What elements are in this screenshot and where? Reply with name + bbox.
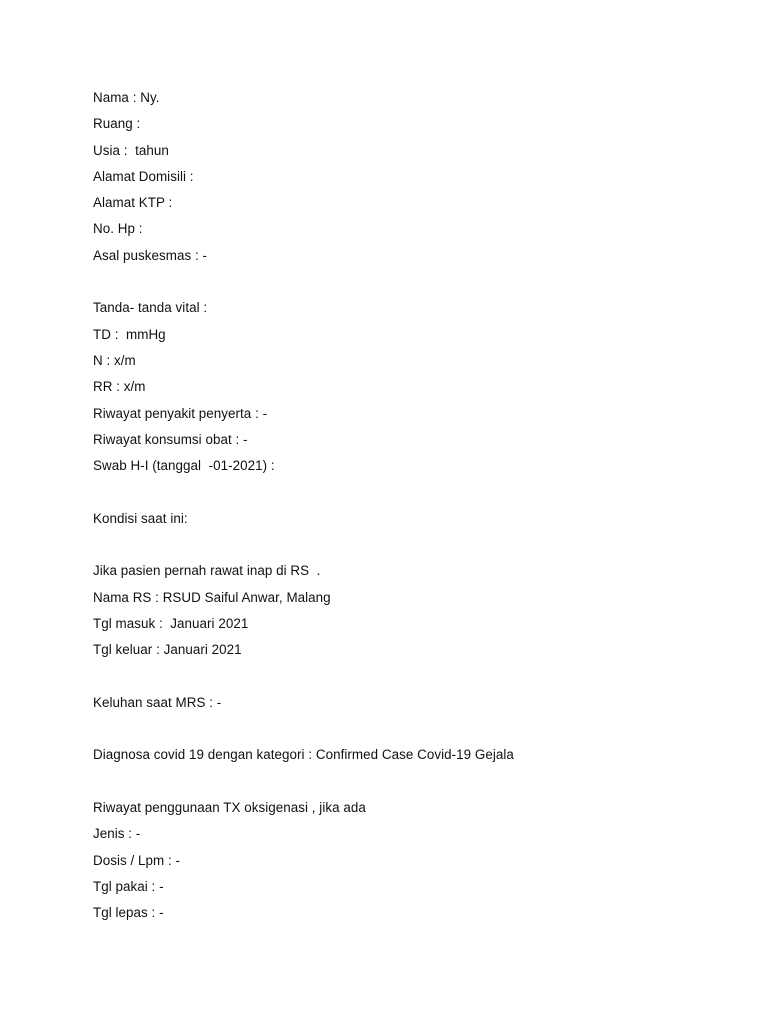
swab-result: Swab H-I (tanggal -01-2021) : — [93, 458, 275, 474]
oxygen-end-date: Tgl lepas : - — [93, 905, 164, 921]
admission-date: Tgl masuk : Januari 2021 — [93, 615, 249, 631]
patient-domicile-address: Alamat Domisili : — [93, 168, 194, 184]
oxygen-dose: Dosis / Lpm : - — [93, 852, 181, 868]
spacer — [93, 769, 713, 795]
document-body — [93, 85, 713, 927]
oxygen-therapy-heading: Riwayat penggunaan TX oksigenasi , jika ada — [93, 800, 366, 816]
oxygen-type: Jenis : - — [93, 826, 141, 842]
spacer — [93, 269, 713, 295]
vitals-heading: Tanda- tanda vital : — [93, 300, 208, 316]
discharge-date: Tgl keluar : Januari 2021 — [93, 642, 242, 658]
patient-puskesmas: Asal puskesmas : - — [93, 247, 208, 263]
patient-room: Ruang : — [93, 116, 141, 132]
spacer — [93, 479, 713, 505]
medication-history: Riwayat konsumsi obat : - — [93, 431, 248, 447]
vitals-rr: RR : x/m — [93, 379, 146, 395]
oxygen-start-date: Tgl pakai : - — [93, 878, 164, 894]
comorbidity-history: Riwayat penyakit penyerta : - — [93, 405, 268, 421]
covid-diagnosis: Diagnosa covid 19 dengan kategori : Confirmed Case Covid-19 Gejala — [93, 747, 514, 763]
spacer — [93, 716, 713, 742]
hospital-name: Nama RS : RSUD Saiful Anwar, Malang — [93, 589, 331, 605]
vitals-n: N : x/m — [93, 352, 136, 368]
patient-phone: No. Hp : — [93, 221, 143, 237]
spacer — [93, 664, 713, 690]
patient-age: Usia : tahun — [93, 142, 169, 158]
current-condition: Kondisi saat ini: — [93, 510, 188, 526]
hospitalization-intro: Jika pasien pernah rawat inap di RS . — [93, 563, 321, 579]
admission-complaint: Keluhan saat MRS : - — [93, 694, 222, 710]
patient-name: Nama : Ny. — [93, 90, 160, 105]
vitals-td: TD : mmHg — [93, 326, 166, 342]
patient-ktp-address: Alamat KTP : — [93, 195, 173, 211]
spacer — [93, 532, 713, 558]
